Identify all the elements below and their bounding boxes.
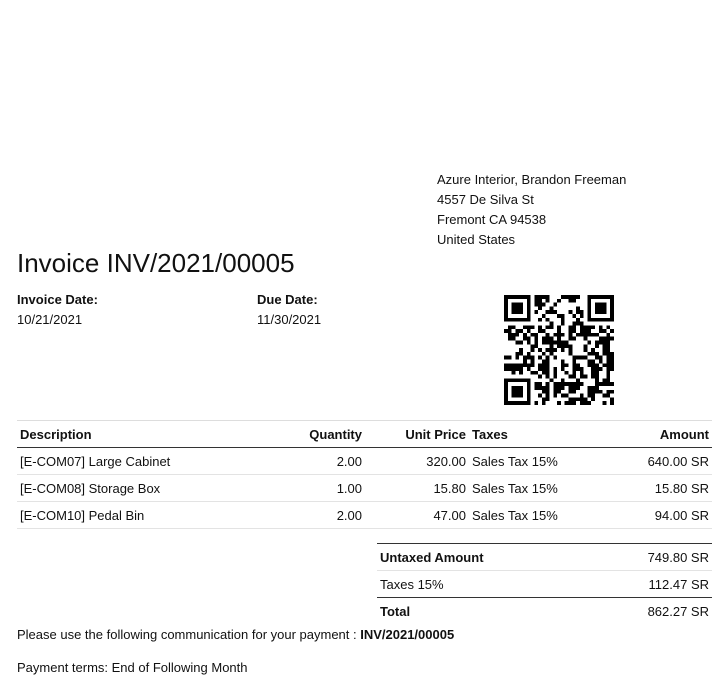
tax-row xyxy=(377,571,712,598)
untaxed-amount-row xyxy=(377,544,712,571)
table-row xyxy=(17,448,712,475)
table-header-row xyxy=(17,421,712,448)
invoice-date-label: Invoice Date: xyxy=(17,292,98,307)
line-taxes: Sales Tax 15% xyxy=(469,475,575,502)
line-description: [E-COM10] Pedal Bin xyxy=(17,502,293,529)
line-unit-price: 320.00 xyxy=(365,448,469,475)
due-date-value: 11/30/2021 xyxy=(257,312,322,327)
line-taxes: Sales Tax 15% xyxy=(469,448,575,475)
untaxed-amount-label: Untaxed Amount xyxy=(377,544,584,571)
customer-name: Azure Interior, Brandon Freeman xyxy=(437,172,627,187)
line-unit-price: 47.00 xyxy=(365,502,469,529)
customer-city: Fremont CA 94538 xyxy=(437,212,547,227)
customer-country: United States xyxy=(437,232,516,247)
customer-address xyxy=(437,170,626,250)
header-amount: Amount xyxy=(575,421,712,448)
total-label: Total xyxy=(380,603,411,619)
payment-reference: INV/2021/00005 xyxy=(360,627,455,642)
due-date-block xyxy=(257,290,321,330)
line-quantity: 2.00 xyxy=(293,502,365,529)
line-quantity: 1.00 xyxy=(293,475,365,502)
tax-label: Taxes 15% xyxy=(377,571,584,598)
total-row xyxy=(377,598,712,625)
line-amount: 640.00 SR xyxy=(575,448,712,475)
tax-value: 112.47 SR xyxy=(584,571,712,598)
table-row xyxy=(17,502,712,529)
line-unit-price: 15.80 xyxy=(365,475,469,502)
payment-communication xyxy=(17,627,454,642)
line-description: [E-COM08] Storage Box xyxy=(17,475,293,502)
invoice-lines-table xyxy=(17,420,712,529)
header-quantity: Quantity xyxy=(293,421,365,448)
header-description: Description xyxy=(17,421,293,448)
line-taxes: Sales Tax 15% xyxy=(469,502,575,529)
line-description: [E-COM07] Large Cabinet xyxy=(17,448,293,475)
total-value: 862.27 SR xyxy=(647,603,709,619)
qr-code-icon xyxy=(504,295,614,405)
line-quantity: 2.00 xyxy=(293,448,365,475)
totals-table xyxy=(377,543,712,624)
invoice-date-value: 10/21/2021 xyxy=(17,312,83,327)
payment-communication-text: Please use the following communication for your payment : xyxy=(17,627,361,642)
table-row xyxy=(17,475,712,502)
payment-terms: Payment terms: End of Following Month xyxy=(17,660,248,675)
invoice-date-block xyxy=(17,290,98,330)
header-taxes: Taxes xyxy=(469,421,575,448)
untaxed-amount-value: 749.80 SR xyxy=(584,544,712,571)
line-amount: 94.00 SR xyxy=(575,502,712,529)
invoice-title: Invoice INV/2021/00005 xyxy=(17,248,295,278)
customer-street: 4557 De Silva St xyxy=(437,192,534,207)
line-amount: 15.80 SR xyxy=(575,475,712,502)
header-unit-price: Unit Price xyxy=(365,421,469,448)
due-date-label: Due Date: xyxy=(257,292,318,307)
